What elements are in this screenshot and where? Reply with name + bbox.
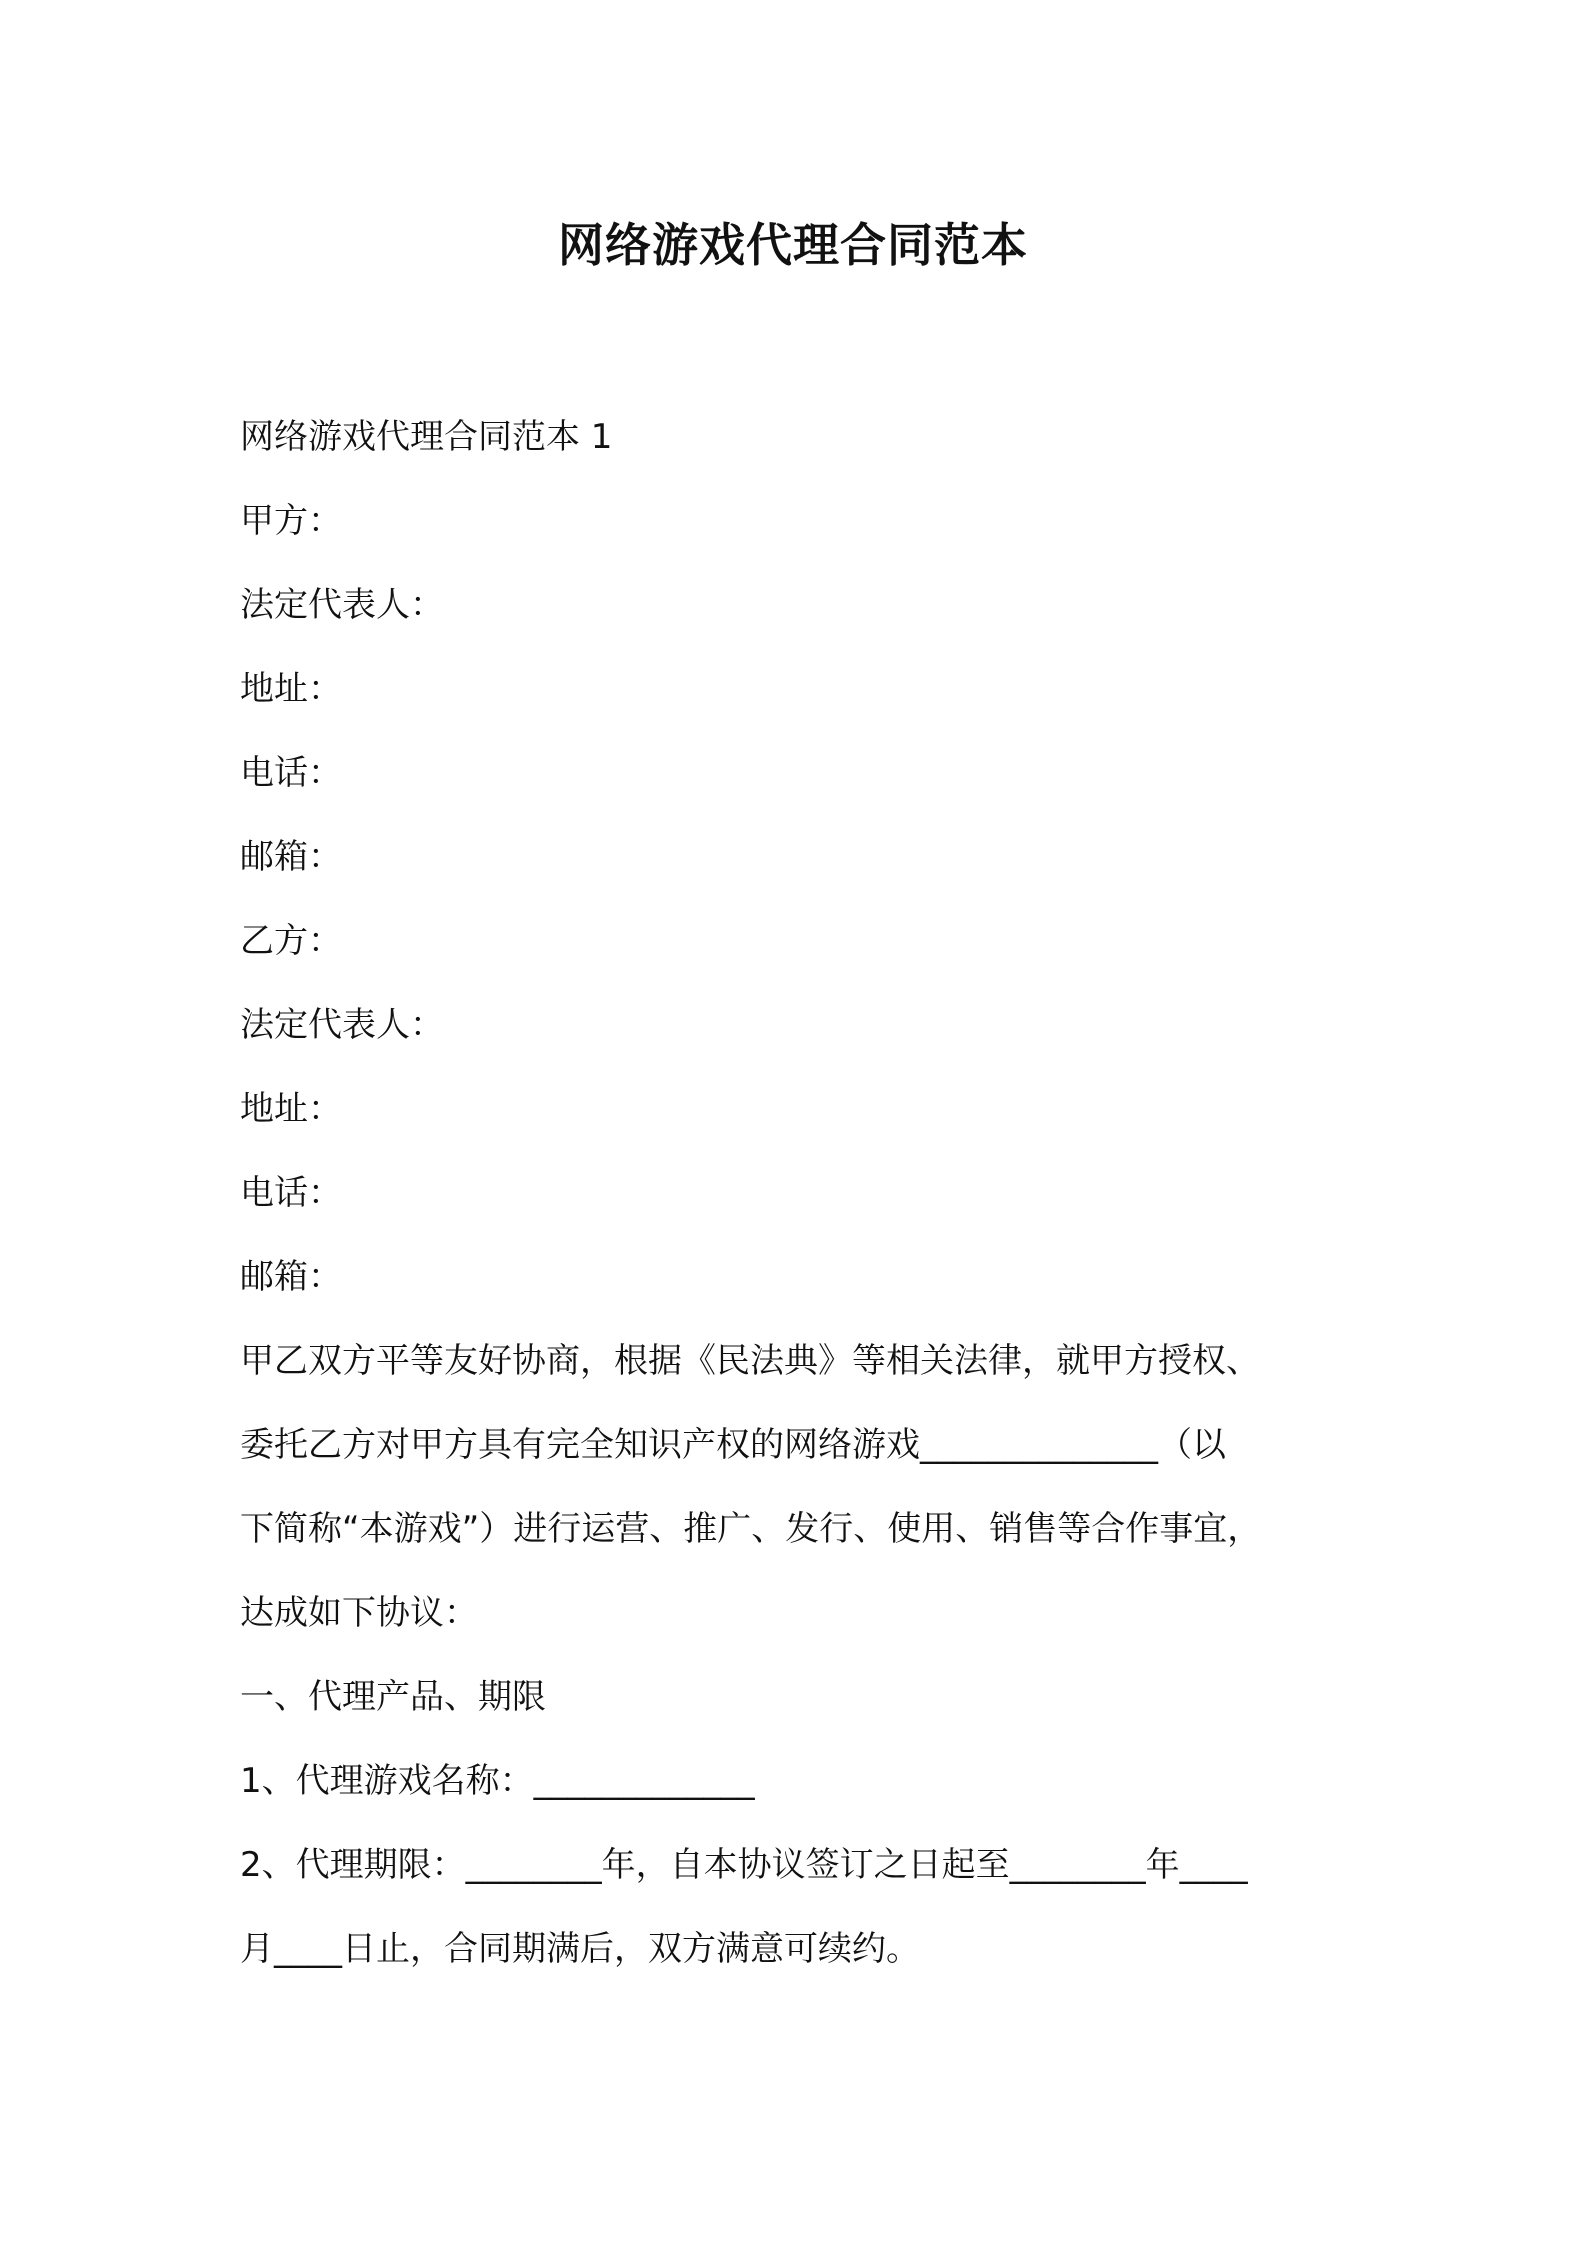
item-1-game-name: 1、代理游戏名称：_____________ [240,1761,755,1801]
intro-line-2: 委托乙方对甲方具有完全知识产权的网络游戏______________（以 [240,1425,1226,1465]
party-b-phone: 电话： [240,1173,342,1213]
item-2-term-line-2: 月____日止，合同期满后，双方满意可续约。 [240,1929,920,1969]
party-b-label: 乙方： [240,921,342,961]
party-a-address: 地址： [240,669,342,709]
item-2-term-line-1: 2、代理期限：________年，自本协议签订之日起至________年____ [240,1845,1248,1885]
contract-subtitle: 网络游戏代理合同范本 1 [240,417,613,457]
party-a-legal-rep: 法定代表人： [240,585,444,625]
party-b-email: 邮箱： [240,1257,342,1297]
section-heading: 一、代理产品、期限 [240,1677,546,1717]
intro-line-1: 甲乙双方平等友好协商，根据《民法典》等相关法律，就甲方授权、 [240,1341,1260,1381]
intro-line-4: 达成如下协议： [240,1593,478,1633]
party-b-address: 地址： [240,1089,342,1129]
document-title: 网络游戏代理合同范本 [558,218,1028,272]
party-a-phone: 电话： [240,753,342,793]
party-b-legal-rep: 法定代表人： [240,1005,444,1045]
party-a-label: 甲方： [240,501,342,541]
party-a-email: 邮箱： [240,837,342,877]
intro-line-3: 下简称“本游戏”）进行运营、推广、发行、使用、销售等合作事宜， [240,1509,1262,1549]
